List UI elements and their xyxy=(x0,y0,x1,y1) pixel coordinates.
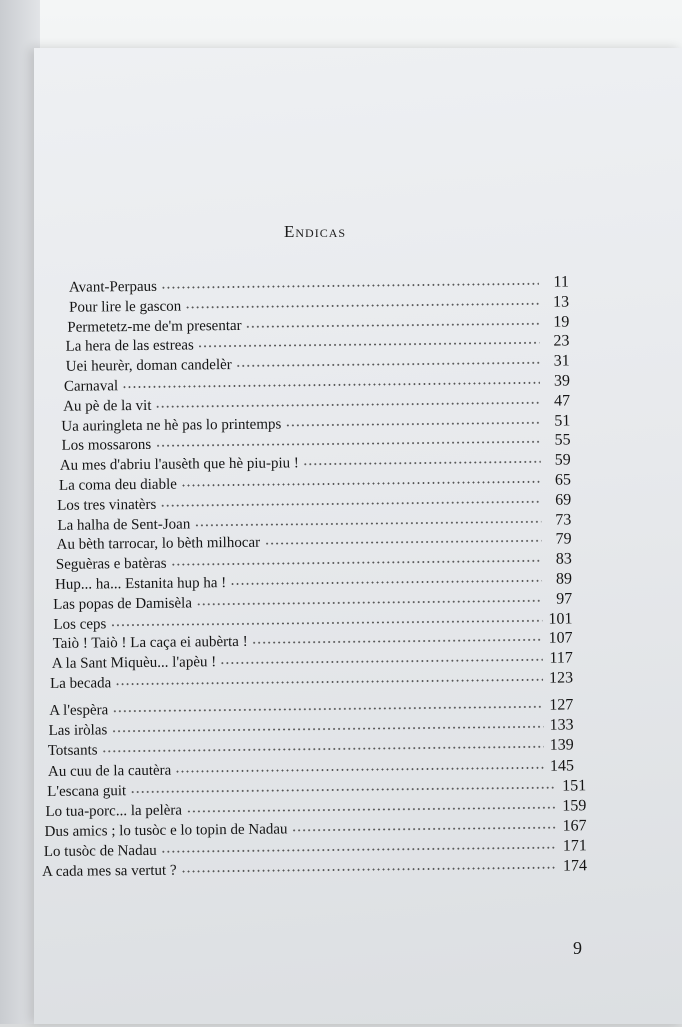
page-number: 9 xyxy=(573,938,582,958)
toc-entry xyxy=(42,856,587,882)
toc-entry-title: Au mes d'abriu l'ausèth que hè piu-piu ! xyxy=(59,455,299,475)
toc-entry-title: Au cuu de la cautèra xyxy=(47,762,172,780)
dot-leader xyxy=(252,637,543,646)
toc-entry-title: Los tres vinatèrs xyxy=(57,496,157,514)
dot-leader xyxy=(175,764,544,774)
toc-entry-title: Los mossarons xyxy=(61,437,152,455)
toc-entry-page: 139 xyxy=(549,736,574,755)
dot-leader xyxy=(194,518,541,528)
toc-entry-page: 133 xyxy=(549,716,574,735)
toc-entry-page: 51 xyxy=(554,412,571,430)
toc-entry-title: Dus amics ; lo tusòc e lo topin de Nadau xyxy=(44,821,288,841)
toc-entry-page: 145 xyxy=(549,757,575,775)
dot-leader xyxy=(130,784,556,794)
toc-entry-page: 97 xyxy=(556,590,573,608)
dot-leader xyxy=(196,598,542,608)
toc-entry-title: Los ceps xyxy=(53,615,107,633)
toc-entry-title: A la Sant Miquèu... l'apèu ! xyxy=(51,654,217,673)
dot-leader xyxy=(285,419,540,428)
toc-entry-title: A l'espèra xyxy=(49,702,109,720)
toc-entry-page: 123 xyxy=(548,669,574,687)
toc-entry-page: 174 xyxy=(562,857,588,875)
toc-entry-page: 31 xyxy=(553,352,570,370)
toc-entry xyxy=(50,667,573,692)
toc-entry-page: 101 xyxy=(548,610,573,628)
dot-leader xyxy=(291,825,556,834)
dot-leader xyxy=(115,677,543,687)
toc-entry-title: Taiò ! Taiò ! La caça ei aubèrta ! xyxy=(52,634,248,653)
toc-entry-title: Au pè de la vit xyxy=(63,397,152,415)
dot-leader xyxy=(198,340,540,350)
toc-entry-title: Las popas de Damisèla xyxy=(53,595,193,613)
dot-leader xyxy=(185,301,539,311)
dot-leader xyxy=(230,578,542,587)
dot-leader xyxy=(264,538,542,547)
dot-leader xyxy=(171,558,542,568)
dot-leader xyxy=(220,657,543,666)
toc-entry-title: Seguèras e batèras xyxy=(55,555,167,574)
dot-leader xyxy=(236,360,540,369)
dot-leader xyxy=(155,439,540,449)
toc-entry-page: 39 xyxy=(553,372,571,390)
toc-entry-title: Lo tua-porc... la pelèra xyxy=(45,802,183,820)
dot-leader xyxy=(246,320,540,329)
toc-entry-title: Avant-Perpaus xyxy=(68,278,158,296)
toc-entry-title: A cada mes sa vertut ? xyxy=(41,862,177,881)
toc-entry-page: 127 xyxy=(549,696,574,714)
toc-entry-page: 11 xyxy=(553,273,569,291)
dot-leader xyxy=(122,380,540,390)
dot-leader xyxy=(161,845,557,855)
dot-leader xyxy=(181,479,541,489)
dot-leader xyxy=(181,865,558,875)
dot-leader xyxy=(102,744,544,755)
toc-entry-title: Au bèth tarrocar, lo bèth milhocar xyxy=(56,535,261,554)
toc-entry-title: Uei heurèr, doman candelèr xyxy=(65,357,232,375)
toc-entry-page: 79 xyxy=(555,530,572,549)
toc-entry-title: La coma deu diable xyxy=(58,476,177,494)
toc-entry-title: Carnaval xyxy=(63,378,119,395)
dot-leader xyxy=(186,805,556,815)
toc-entry-title: Totsants xyxy=(47,742,98,760)
dot-leader xyxy=(303,459,541,467)
toc-entry-page: 159 xyxy=(562,797,587,815)
toc-entry-page: 171 xyxy=(562,837,587,855)
toc-entry-title: Hup... ha... Estanita hup ha ! xyxy=(54,575,227,593)
toc-entry-title: La hera de las estreas xyxy=(65,337,194,356)
toc-entry-page: 83 xyxy=(555,550,572,568)
toc-entry-page: 13 xyxy=(553,293,570,311)
toc-entry-page: 151 xyxy=(562,777,587,795)
page-heading: Endicas xyxy=(284,222,347,241)
toc-entry-page: 65 xyxy=(554,471,572,489)
toc-entry-title: La halha de Sent-Joan xyxy=(57,516,191,534)
toc-entry-title: Pour lire le gascon xyxy=(69,298,182,316)
toc-entry-page: 47 xyxy=(554,392,571,410)
toc-entry-title: Ua auringleta ne hè pas lo printemps xyxy=(61,416,282,435)
toc-entry-title: Las iròlas xyxy=(48,722,108,740)
toc-entry-page: 69 xyxy=(555,491,572,509)
dot-leader xyxy=(112,704,543,715)
toc-entry-page: 89 xyxy=(555,570,573,588)
dot-leader xyxy=(110,617,542,628)
toc-entry-title: Permetetz-me de'm presentar xyxy=(67,317,242,336)
dot-leader xyxy=(160,499,541,509)
toc-entry-page: 59 xyxy=(554,451,571,469)
toc-entry-page: 117 xyxy=(549,649,573,667)
dot-leader xyxy=(161,281,539,291)
toc-entry-page: 73 xyxy=(555,511,572,529)
toc-entry-page: 167 xyxy=(562,817,587,835)
toc-entry-page: 19 xyxy=(553,313,570,331)
dot-leader xyxy=(155,400,540,410)
toc-entry-page: 55 xyxy=(554,431,571,450)
toc-entry-page: 23 xyxy=(553,332,570,351)
toc-entry-title: L'escana guit xyxy=(47,782,127,800)
toc-entry-title: Lo tusòc de Nadau xyxy=(43,843,157,861)
dot-leader xyxy=(111,724,543,735)
toc-entry-title: La becada xyxy=(49,675,112,692)
toc-entry-page: 107 xyxy=(548,629,573,648)
